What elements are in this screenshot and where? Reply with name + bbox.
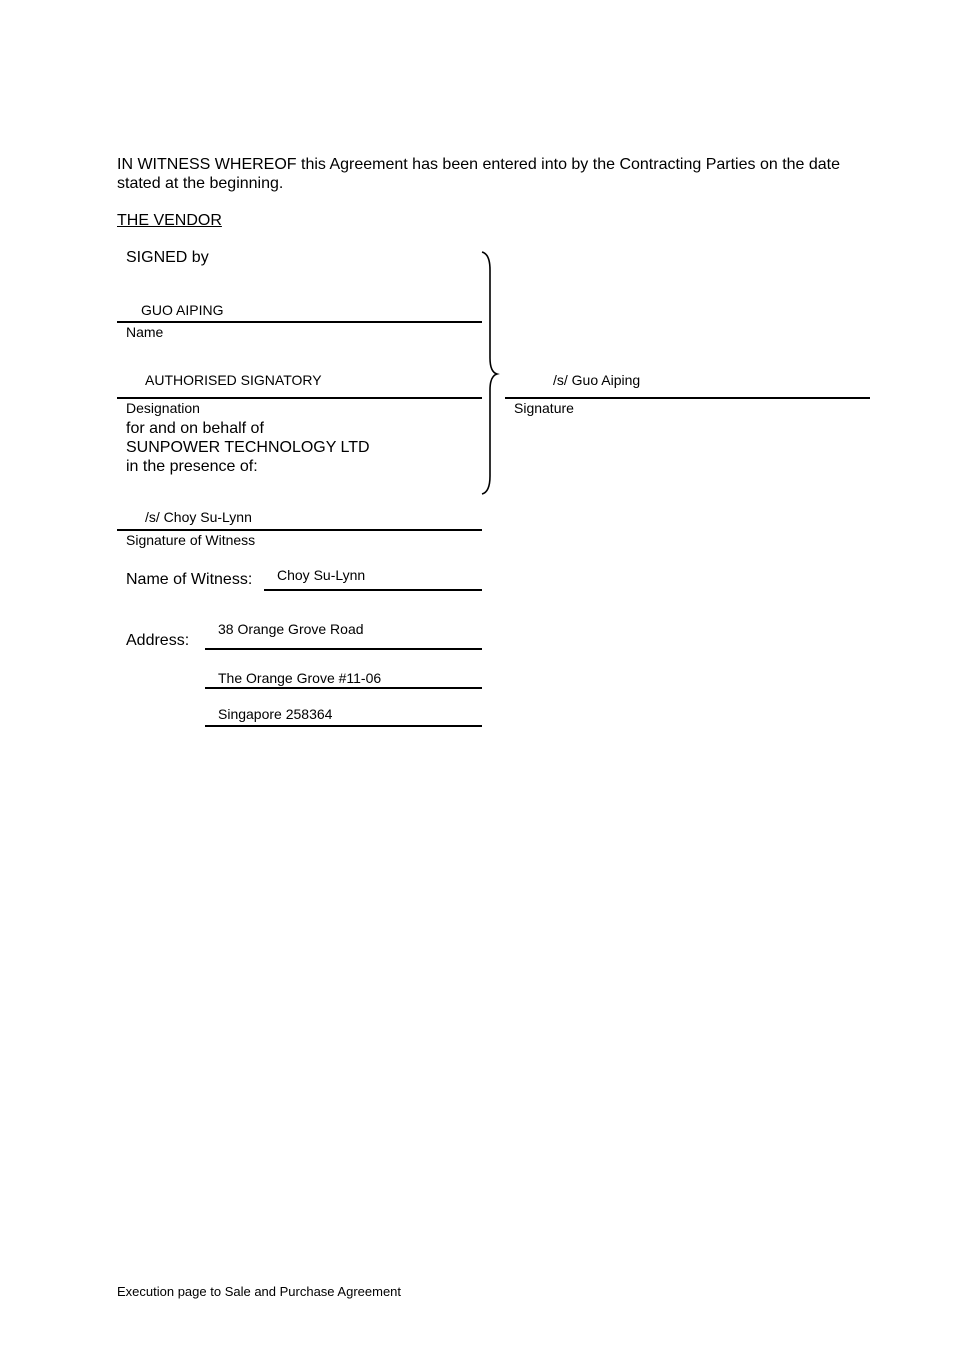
address-line-2: The Orange Grove #11-06: [218, 670, 382, 686]
witness-name-label: Name of Witness:: [126, 571, 253, 588]
signatory-name-label: Name: [126, 324, 164, 340]
company-name: SUNPOWER TECHNOLOGY LTD: [126, 439, 370, 456]
signatory-signature-label: Signature: [514, 400, 574, 416]
address-label: Address:: [126, 632, 190, 649]
address-rule-3: [205, 725, 482, 727]
designation-line: [117, 397, 482, 399]
signatory-name-line: [117, 321, 482, 323]
designation-label: Designation: [126, 400, 200, 416]
witness-name-line: [264, 589, 482, 591]
behalf-of-label: for and on behalf of: [126, 420, 264, 437]
witness-signature-label: Signature of Witness: [126, 532, 256, 548]
vendor-heading: THE VENDOR: [117, 212, 222, 229]
address-rule-1: [205, 648, 482, 650]
presence-label: in the presence of:: [126, 458, 258, 475]
witness-signature-line: [117, 529, 482, 531]
curly-brace-icon: [478, 250, 500, 496]
witness-clause: IN WITNESS WHEREOF this Agreement has been entered into by the Contracting Parties on the date stated at the beginning.: [117, 156, 841, 192]
signed-by-label: SIGNED by: [126, 249, 209, 266]
witness-signature-value: /s/ Choy Su-Lynn: [145, 509, 252, 525]
address-rule-2: [205, 687, 482, 689]
designation-value: AUTHORISED SIGNATORY: [145, 372, 322, 388]
page-footer: Execution page to Sale and Purchase Agreement: [117, 1284, 402, 1299]
address-line-3: Singapore 258364: [218, 706, 333, 722]
signatory-signature-line: [505, 397, 870, 399]
address-line-1: 38 Orange Grove Road: [218, 621, 364, 637]
witness-name-value: Choy Su-Lynn: [277, 567, 366, 583]
signatory-signature-value: /s/ Guo Aiping: [553, 372, 641, 388]
signatory-name-value: GUO AIPING: [141, 302, 224, 318]
